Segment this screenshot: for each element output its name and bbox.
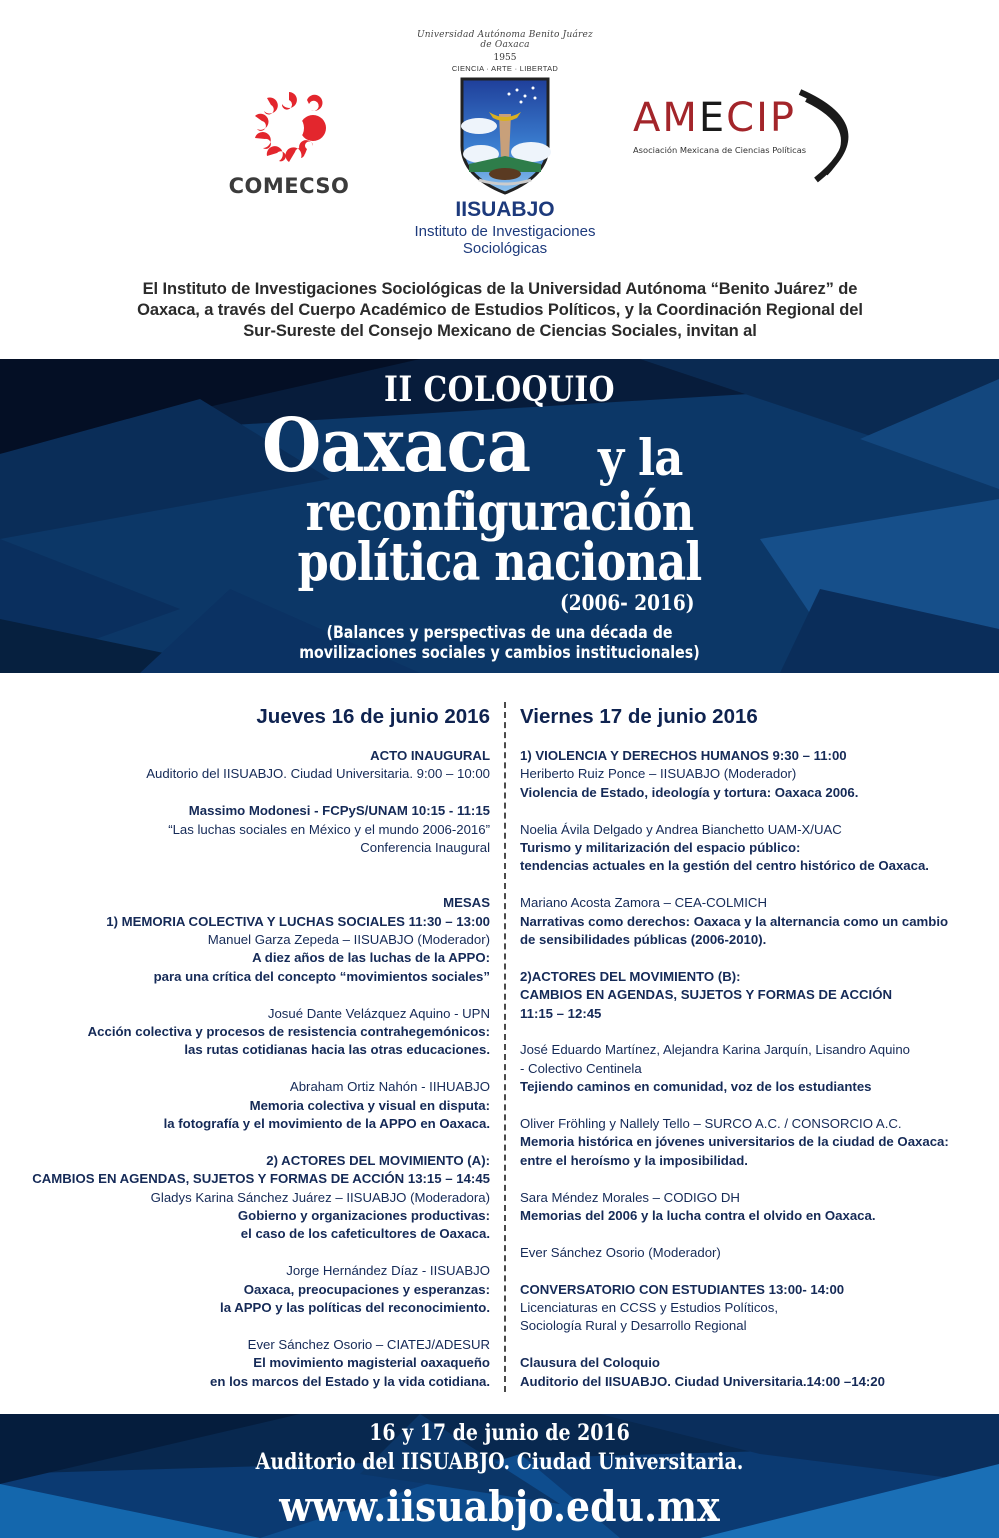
spacer	[520, 1262, 990, 1280]
thursday-schedule	[0, 747, 490, 1391]
day-heading-friday: Viernes 17 de junio 2016	[520, 705, 758, 728]
schedule-title-line: Turismo y militarización del espacio público:	[520, 840, 801, 856]
schedule-title-line: de sensibilidades públicas (2006-2010).	[520, 932, 767, 948]
schedule-detail-line: Conferencia Inaugural	[360, 840, 490, 856]
spacer	[0, 876, 490, 894]
spacer	[0, 1060, 490, 1078]
schedule-title-line: para una crítica del concepto “movimientos sociales”	[153, 968, 490, 984]
day-heading-thursday: Jueves 16 de junio 2016	[256, 705, 490, 728]
program-thursday	[0, 703, 490, 1391]
schedule-detail-line: Mariano Acosta Zamora – CEA-COLMICH	[520, 895, 767, 911]
institute-name-line2: Sociológicas	[462, 240, 548, 257]
title-banner	[0, 359, 999, 673]
title-line-reconfiguracion: reconfiguración	[305, 482, 694, 543]
footer-banner	[0, 1414, 999, 1538]
spacer	[520, 1170, 990, 1188]
spacer	[520, 1023, 990, 1041]
amecip-acronym: AMECIP	[633, 95, 797, 141]
title-oaxaca: Oaxaca	[262, 403, 531, 489]
schedule-title-line: MESAS	[443, 895, 490, 911]
schedule-title-line: El movimiento magisterial oaxaqueño	[253, 1355, 490, 1371]
schedule-title-line: Gobierno y organizaciones productivas:	[237, 1208, 490, 1224]
schedule-detail-line: Manuel Garza Zepeda – IISUABJO (Moderador)	[207, 932, 490, 948]
title-line-politica-nacional: política nacional	[297, 532, 702, 593]
schedule-title-line: A diez años de las luchas de la APPO:	[252, 950, 490, 966]
schedule-detail-line: Sara Méndez Morales – CODIGO DH	[520, 1189, 740, 1205]
spacer	[0, 784, 490, 802]
title-y-la: y la	[598, 428, 683, 487]
schedule-detail-line: “Las luchas sociales en México y el mundo 2006-2016”	[168, 821, 490, 837]
comecso-logo	[228, 86, 350, 198]
schedule-title-line: 1) VIOLENCIA Y DERECHOS HUMANOS 9:30 – 11:00	[520, 748, 847, 763]
schedule-title-line: Tejiendo caminos en comunidad, voz de los estudiantes	[520, 1079, 872, 1095]
intro-line: El Instituto de Investigaciones Sociológicas de la Universidad Autónoma “Benito Juárez” de	[142, 280, 858, 298]
university-motto: CIENCIA · ARTE · LIBERTAD	[451, 64, 559, 73]
schedule-detail-line: Sociología Rural y Desarrollo Regional	[520, 1318, 747, 1334]
event-dates: 16 y 17 de junio de 2016	[369, 1420, 630, 1446]
schedule-title-line: CONVERSATORIO CON ESTUDIANTES 13:00- 14:00	[520, 1281, 845, 1297]
spacer	[520, 1336, 990, 1354]
schedule-title-line: la APPO y las políticas del reconocimiento.	[220, 1300, 490, 1316]
program-friday	[520, 703, 990, 1391]
schedule-detail-line: Ever Sánchez Osorio – CIATEJ/ADESUR	[247, 1336, 490, 1352]
schedule-title-line: Auditorio del IISUABJO. Ciudad Universitaria.14:00 –14:20	[520, 1373, 885, 1389]
schedule-detail-line: Abraham Ortiz Nahón - IIHUABJO	[289, 1079, 490, 1095]
schedule-title-line: Violencia de Estado, ideología y tortura: Oaxaca 2006.	[520, 784, 859, 800]
university-name-arc: Universidad Autónoma Benito Juárez de Oaxaca	[417, 30, 593, 50]
spacer	[0, 986, 490, 1004]
schedule-title-line: la fotografía y el movimiento de la APPO en Oaxaca.	[163, 1116, 490, 1132]
schedule-title-line: CAMBIOS EN AGENDAS, SUJETOS Y FORMAS DE ACCIÓN	[520, 987, 892, 1003]
column-divider	[504, 702, 506, 1392]
schedule-title-line: Oaxaca, preocupaciones y esperanzas:	[243, 1281, 490, 1297]
schedule-detail-line: Auditorio del IISUABJO. Ciudad Universitaria. 9:00 – 10:00	[146, 766, 490, 782]
schedule-title-line: CAMBIOS EN AGENDAS, SUJETOS Y FORMAS DE ACCIÓN 13:15 – 14:45	[32, 1171, 490, 1187]
schedule-title-line: 2)ACTORES DEL MOVIMIENTO (B):	[520, 968, 741, 984]
university-shield-icon	[459, 76, 551, 196]
spacer	[520, 1097, 990, 1115]
schedule-detail-line: Noelia Ávila Delgado y Andrea Bianchetto UAM-X/UAC	[520, 821, 842, 837]
schedule-title-line: ACTO INAUGURAL	[370, 748, 490, 763]
invitation-intro	[60, 279, 940, 342]
schedule-title-line: Memoria histórica en jóvenes universitarios de la ciudad de Oaxaca:	[520, 1134, 949, 1150]
spacer	[520, 949, 990, 967]
schedule-detail-line: Jorge Hernández Díaz - IISUABJO	[286, 1263, 490, 1279]
event-kicker: II COLOQUIO	[384, 369, 615, 410]
institute-name-line1: Instituto de Investigaciones	[414, 223, 596, 240]
schedule-title-line: tendencias actuales en la gestión del centro histórico de Oaxaca.	[520, 858, 929, 874]
schedule-title-line: 2) ACTORES DEL MOVIMIENTO (A):	[266, 1152, 490, 1168]
schedule-detail-line: Ever Sánchez Osorio (Moderador)	[520, 1244, 721, 1260]
schedule-detail-line: Licenciaturas en CCSS y Estudios Políticos,	[520, 1300, 779, 1316]
spacer	[520, 802, 990, 820]
schedule-detail-line: - Colectivo Centinela	[520, 1060, 642, 1076]
iisuabjo-logo	[410, 30, 600, 257]
spacer	[0, 1244, 490, 1262]
schedule-title-line: Memorias del 2006 y la lucha contra el olvido en Oaxaca.	[520, 1208, 876, 1224]
footer-text	[0, 1414, 999, 1538]
schedule-title-line: entre el heroísmo y la imposibilidad.	[520, 1152, 748, 1168]
university-founding-year: 1955	[493, 53, 517, 63]
schedule-title-line: Memoria colectiva y visual en disputa:	[249, 1097, 490, 1113]
schedule-title-line: en los marcos del Estado y la vida cotidiana.	[210, 1373, 490, 1389]
schedule-detail-line: Gladys Karina Sánchez Juárez – IISUABJO (Moderadora)	[150, 1189, 490, 1205]
amecip-logo	[630, 88, 880, 188]
spacer	[520, 876, 990, 894]
title-years: (2006- 2016)	[560, 590, 695, 615]
comecso-spiral-icon	[247, 86, 331, 170]
spacer	[0, 1317, 490, 1335]
schedule-title-line: el caso de los cafeticultores de Oaxaca.	[240, 1226, 490, 1242]
schedule-detail-line: Oliver Fröhling y Nallely Tello – SURCO A.C. / CONSORCIO A.C.	[520, 1116, 902, 1132]
intro-line: Oaxaca, a través del Cuerpo Académico de Estudios Políticos, y la Coordinación Regional del	[137, 301, 863, 319]
spacer	[0, 1133, 490, 1151]
banner-text	[0, 359, 999, 673]
website-link[interactable]: www.iisuabjo.edu.mx	[279, 1482, 720, 1531]
schedule-title-line: Clausura del Coloquio	[520, 1355, 660, 1371]
schedule-title-line: Acción colectiva y procesos de resistencia contrahegemónicos:	[87, 1024, 490, 1040]
amecip-full-name: Asociación Mexicana de Ciencias Políticas	[633, 145, 807, 155]
intro-line: Sur-Sureste del Consejo Mexicano de Ciencias Sociales, invitan al	[243, 322, 757, 340]
event-subtitle: (Balances y perspectivas de una década de movilizaciones sociales y cambios institucionales)	[299, 623, 700, 662]
friday-schedule	[520, 747, 990, 1391]
schedule-title-line: 1) MEMORIA COLECTIVA Y LUCHAS SOCIALES 11:30 – 13:00	[106, 913, 490, 929]
schedule-title-line: Massimo Modonesi - FCPyS/UNAM 10:15 - 11:15	[188, 803, 490, 819]
schedule-detail-line: Heriberto Ruiz Ponce – IISUABJO (Moderador)	[520, 766, 797, 782]
schedule-detail-line: Josué Dante Velázquez Aquino - UPN	[267, 1005, 490, 1021]
spacer	[520, 1225, 990, 1243]
spacer	[0, 857, 490, 875]
schedule-title-line: Narrativas como derechos: Oaxaca y la alternancia como un cambio	[520, 913, 949, 929]
schedule-title-line: las rutas cotidianas hacia las otras educaciones.	[184, 1042, 490, 1058]
institute-acronym: IISUABJO	[455, 198, 555, 221]
schedule-title-line: 11:15 – 12:45	[520, 1005, 602, 1021]
comecso-name: COMECSO	[228, 174, 350, 198]
schedule-detail-line: José Eduardo Martínez, Alejandra Karina Jarquín, Lisandro Aquino	[520, 1042, 911, 1058]
event-venue: Auditorio del IISUABJO. Ciudad Universitaria.	[255, 1449, 744, 1475]
